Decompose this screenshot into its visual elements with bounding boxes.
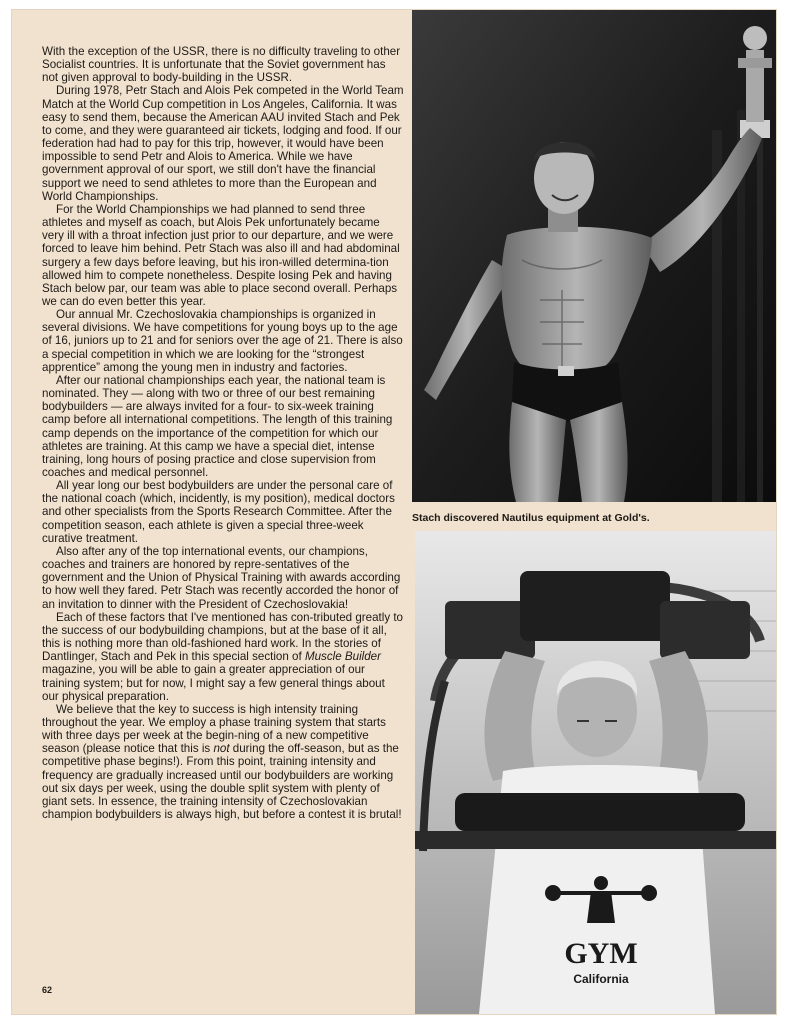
shirt-gym-text: GYM [564,937,638,970]
nautilus-photo-illustration [415,531,776,1014]
article-text-column [42,45,404,995]
trophy-photo-illustration [412,10,776,502]
paragraph-7: Also after any of the top international events, our champions, coaches and trainers are honored by repre-sentatives of the government and the Union of Physical Training with awards according to how well they fared. Petr Stach was recently accorded the honor of an invitation to dinner with the President of Czechoslovakia! [42,544,401,611]
photo-bodybuilder-trophy [412,10,776,502]
photo-nautilus-machine [415,531,776,1014]
magazine-title: Muscle Builder [304,650,381,664]
emphasis-not: not [213,742,230,756]
paragraph-8-text-a: Each of these factors that I've mentioned has con-tributed greatly to the success of our bodybuilding champions, but at the base of it all, this is nothing more than old-fashioned hard work. In the stories of Dantlinger, Stach and Pek in this special section of [42,610,404,664]
page-number: 62 [42,985,53,995]
paragraph-8-text-b: magazine, you will be able to gain a greater appreciation of our training system; but for now, I might say a few general things about our physical preparation. [42,663,385,703]
paragraph-4: Our annual Mr. Czechoslovakia championships is organized in several divisions. We have competitions for young boys up to the age of 16, juniors up to 21 and for seniors over the age of 21. There is also a special competition in which we are looking for the “strongest apprentice” among the young men in industry and factories. [42,308,403,374]
paragraph-9-text-b: during the off-season, but as the competitive phase begins!). From this point, training intensity and frequency are gradually increased until our bodybuilders are working out six days per week, using the double split system with plenty of giant sets. In essence, the training intensity of Czechoslovakian champion bodybuilders is always high, but before a contest it is brutal! [42,742,402,822]
paragraph-1: With the exception of the USSR, there is no difficulty traveling to other Socialist countries. It is unfortunate that the Soviet government has not given approval to body-building in the USSR. [42,45,401,85]
paragraph-3: For the World Championships we had planned to send three athletes and myself as coach, but Alois Pek unfortunately became very ill with a throat infection just prior to our departure, and we were forced to leave him behind. Petr Stach was also ill and had abdominal surgery a few days before leaving, but his iron-willed determina-tion allowed him to compete nonetheless. Despite losing Pek and having Stach below par, our team was able to place second overall. Perhaps we can do even better this year. [42,202,400,308]
shirt-california-text: California [573,972,629,986]
paragraph-9 [42,703,404,821]
paragraph-5: After our national championships each year, the national team is nominated. They — along with two or three of our best remaining bodybuilders — are always invited for a four- to six-week training camp before all international competitions. The length of this training camp depends on the importance of the competition for which our athletes are training. At this camp we have a special diet, intense training, long hours of posing practice and close supervision from coaches and medical personnel. [42,373,393,479]
paragraph-9-text-a: We believe that the key to success is high intensity training throughout the year. We employ a phase training system that starts with three days per week at the begin-ning of a new competitive season (please notice that this is [42,702,386,756]
photo-caption: Stach discovered Nautilus equipment at Gold's. [412,512,650,524]
magazine-page [12,10,776,1014]
paragraph-6: All year long our best bodybuilders are under the personal care of the national coach (which, incidently, is my position), medical doctors and other specialists from the Sports Research Committee. After the competition season, each athlete is given a special three-week curative treatment. [42,479,395,545]
paragraph-2: During 1978, Petr Stach and Alois Pek competed in the World Team Match at the World Cup competition in Los Angeles, California. It was easy to send them, because the American AAU invited Stach and Pek to come, and they were guaranteed air tickets, lodging and food. If our federation had had to pay for this trip, however, it would have been impossible to send Petr and Alois to America. While we have government approval of our sport, we still don't have the financial support we need to send athletes to more than the European and World Championships. [42,84,404,203]
paragraph-8 [42,611,404,703]
